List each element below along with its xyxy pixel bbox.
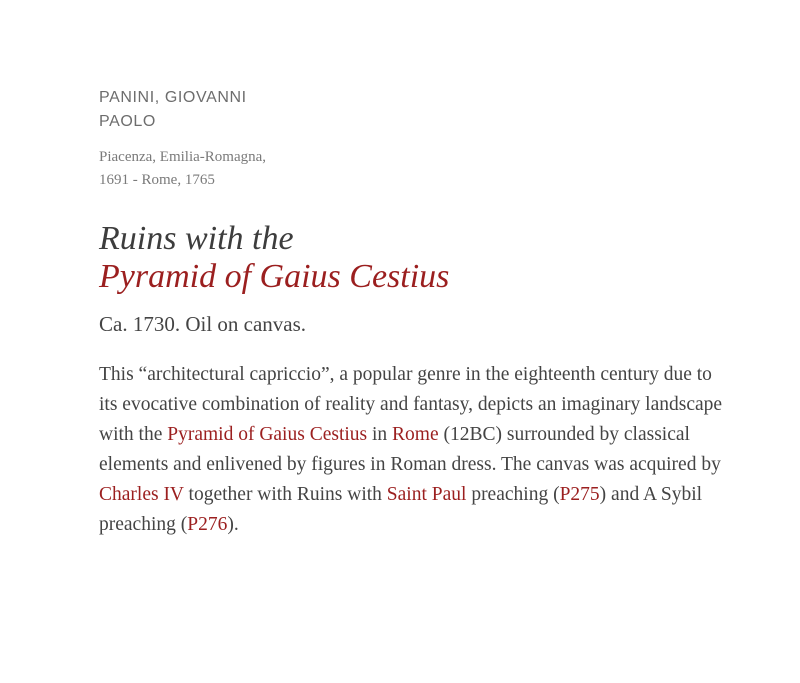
artist-origin-line2: 1691 - Rome, 1765: [99, 172, 215, 188]
link-pyramid-of-gaius-cestius[interactable]: Pyramid of Gaius Cestius: [167, 424, 368, 445]
artwork-card: [99, 86, 739, 540]
desc-text-2: in: [367, 424, 393, 445]
link-p275[interactable]: P275: [559, 484, 600, 505]
desc-text-1: This “architectural capriccio”, a popular genre in the eighteenth century due to its evocative combination of reality and fantasy, depicts an imaginary landscape with the: [99, 364, 723, 445]
artwork-meta: Ca. 1730. Oil on canvas.: [99, 312, 307, 336]
desc-text-3: (12BC) surrounded by classical elements and enlivened by figures in Roman dress. The canvas was acquired by: [99, 424, 721, 475]
artist-name-line2: PAOLO: [99, 113, 156, 130]
artist-name-line1: PANINI, GIOVANNI: [99, 89, 247, 106]
desc-text-5: preaching (: [466, 484, 560, 505]
artwork-title: [99, 220, 739, 296]
link-saint-paul[interactable]: Saint Paul: [386, 484, 467, 505]
artwork-title-line1: Ruins with the: [99, 220, 294, 257]
link-p276[interactable]: P276: [187, 514, 228, 535]
link-rome[interactable]: Rome: [392, 424, 439, 445]
artist-origin: [99, 146, 339, 192]
artwork-description: [99, 360, 729, 540]
artwork-title-line2: Pyramid of Gaius Cestius: [99, 258, 450, 295]
desc-text-6: ) and A Sybil preaching (: [99, 484, 703, 535]
desc-text-4: together with Ruins with: [183, 484, 387, 505]
artist-name[interactable]: [99, 86, 289, 134]
artist-origin-line1: Piacenza, Emilia-Romagna,: [99, 149, 267, 165]
desc-text-7: ).: [227, 514, 239, 535]
link-charles-iv[interactable]: Charles IV: [99, 484, 184, 505]
